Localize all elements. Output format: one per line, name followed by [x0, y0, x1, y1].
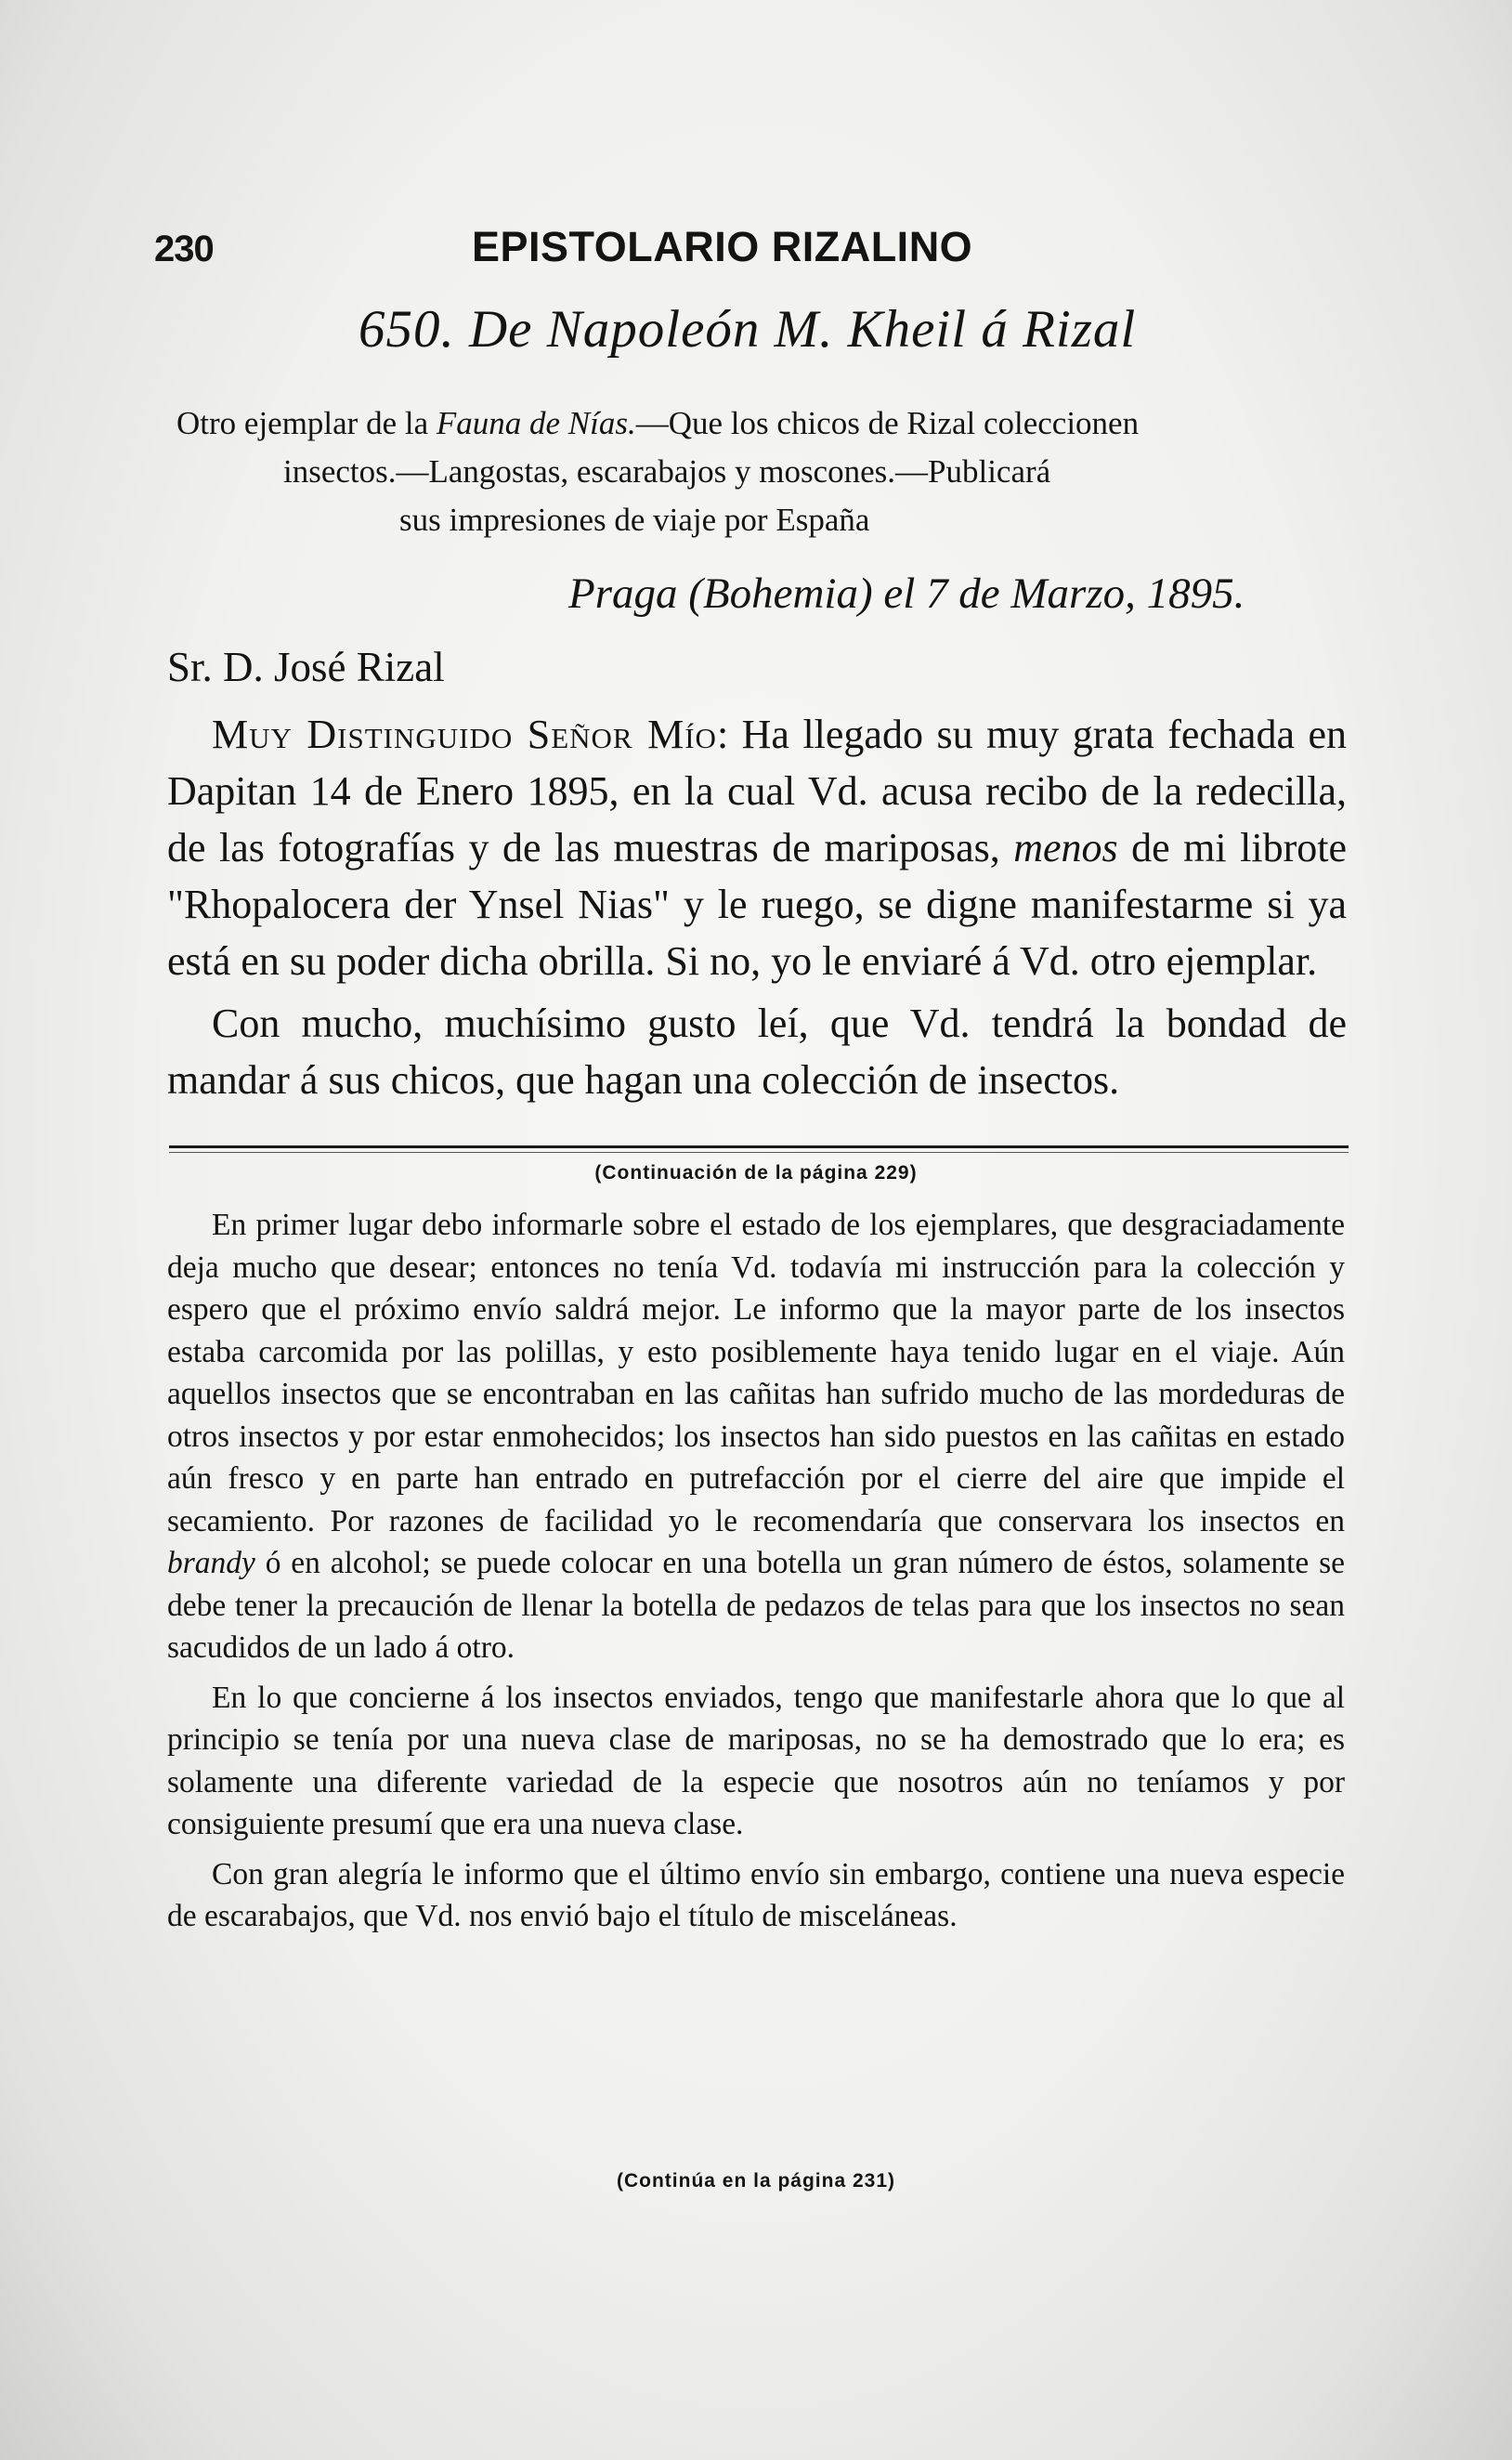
summary-line-3: sus impresiones de viaje por España: [399, 502, 870, 538]
letter-paragraph-2: Con mucho, muchísimo gusto leí, que Vd. tendrá la bondad de mandar á sus chicos, que hagan una colección de insectos.: [167, 1001, 1347, 1103]
footnote-divider-thin: [169, 1152, 1349, 1153]
footnote-paragraph-2: En lo que concierne á los insectos enviados, tengo que manifestarle ahora que lo que al principio se tenía por una nueva clase de mariposas, no se ha demostrado que lo era; es solamente una diferente variedad de la especie que nosotros aún no teníamos y por consiguiente presumí que era una nueva clase.: [167, 1680, 1345, 1841]
summary-line-1: Otro ejemplar de la Fauna de Nías.—Que los chicos de Rizal coleccionen: [176, 405, 1140, 441]
footnote-divider: [169, 1145, 1349, 1148]
running-head: EPISTOLARIO RIZALINO: [472, 223, 973, 270]
letter-title: 650. De Napoleón M. Kheil á Rizal: [358, 300, 1137, 359]
page-number: 230: [154, 229, 214, 269]
continued-from-note: (Continuación de la página 229): [594, 1162, 918, 1184]
summary-line-2: insectos.—Langostas, escarabajos y moscones.—Publicará: [283, 453, 1051, 490]
dateline: Praga (Bohemia) el 7 de Marzo, 1895.: [568, 569, 1245, 618]
footnote-paragraph-1: En primer lugar debo informarle sobre el estado de los ejemplares, que desgraciadamente deja mucho que desear; entonces no tenía Vd. todavía mi instrucción para la colección y espero que el próximo envío saldrá mejor. Le informo que la mayor parte de los insectos estaba carcomida por las polillas, y esto posiblemente haya tenido lugar en el viaje. Aún aquellos insectos que se encontraban en las cañitas han sufrido mucho de las mordeduras de otros insectos y por estar enmohecidos; los insectos han sido puestos en las cañitas en estado aún fresco y en parte han entrado en putrefacción por el cierre del aire que impide el secamiento. Por razones de facilidad yo le recomendaría que conservara los insectos en brandy ó en alcohol; se puede colocar en una botella un gran número de éstos, solamente se debe tener la precaución de llenar la botella de pedazos de telas para que los insectos no sean sacudidos de un lado á otro.: [167, 1208, 1345, 1665]
continues-on-note: (Continúa en la página 231): [616, 2170, 896, 2192]
addressee: Sr. D. José Rizal: [167, 644, 445, 690]
footnote-body: [167, 1204, 1345, 1938]
letter-paragraph-1: Muy Distinguido Señor Mío: Ha llegado su muy grata fechada en Dapitan 14 de Enero 1895, en la cual Vd. acusa recibo de la redecilla, de las fotografías y de las muestras de mariposas, menos de mi librote "Rhopalocera der Ynsel Nias" y le ruego, se digne manifestarme si ya está en su poder dicha obrilla. Si no, yo le enviaré á Vd. otro ejemplar.: [167, 712, 1348, 984]
letter-summary: [176, 399, 1356, 544]
footnote-paragraph-3: Con gran alegría le informo que el último envío sin embargo, contiene una nueva especie de escarabajos, que Vd. nos envió bajo el título de misceláneas.: [167, 1856, 1345, 1933]
salutation: Muy Distinguido Señor Mío: [212, 712, 717, 757]
letter-body: [167, 706, 1347, 1108]
